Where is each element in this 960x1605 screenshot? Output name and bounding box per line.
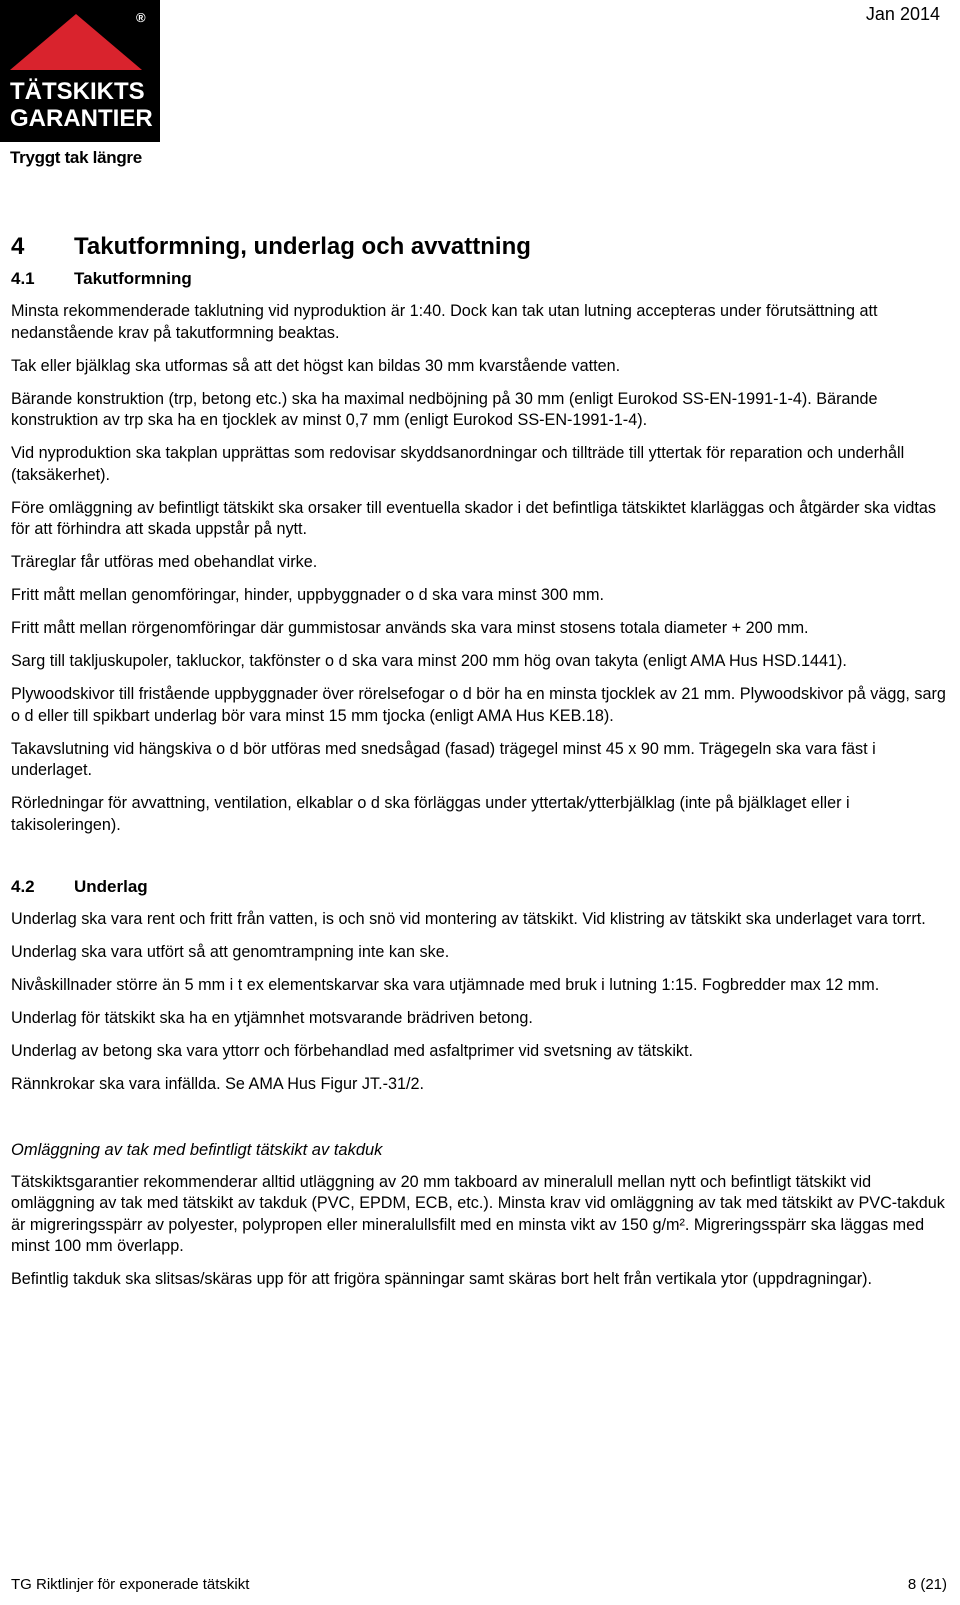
section-number: 4 (11, 233, 25, 260)
paragraph: Vid nyproduktion ska takplan upprättas som redovisar skyddsanordningar och tillträde till yttertak för reparation och underhåll (taksäkerhet). (11, 444, 905, 484)
section-title: Takutformning, underlag och avvattning (74, 233, 531, 260)
subsection-heading: Omläggning av tak med befintligt tätskikt av takduk (11, 1140, 383, 1159)
section-number: 4.2 (11, 877, 35, 896)
paragraph: Underlag ska vara utfört så att genomtrampning inte kan ske. (11, 943, 450, 961)
document-body (11, 232, 946, 1302)
paragraph: Sarg till takljuskupoler, takluckor, takfönster o d ska vara minst 200 mm hög ovan takyta (enligt AMA Hus HSD.1441). (11, 652, 847, 670)
tagline: Tryggt tak längre (10, 148, 142, 167)
section-heading-4 (11, 232, 946, 262)
paragraph: Underlag för tätskikt ska ha en ytjämnhet motsvarande brädriven betong. (11, 1009, 533, 1027)
page-number: 8 (21) (907, 1576, 947, 1593)
paragraph: Fritt mått mellan rörgenomföringar där gummistosar används ska vara minst stosens totala diameter + 200 mm. (11, 619, 809, 637)
paragraph: Befintlig takduk ska slitsas/skäras upp för att frigöra spänningar samt skäras bort helt från vertikala ytor (uppdragningar). (11, 1270, 873, 1288)
section-heading-4-2 (11, 876, 946, 898)
footer-title: TG Riktlinjer för exponerade tätskikt (11, 1576, 250, 1593)
paragraph: Rörledningar för avvattning, ventilation, elkablar o d ska förläggas under yttertak/ytterbjälklag (inte på bjälklaget eller i takisoleringen). (11, 794, 850, 834)
paragraph: Tätskiktsgarantier rekommenderar alltid utläggning av 20 mm takboard av mineralull mellan nytt och befintligt tätskikt vid omläggning av tak med tätskikt av takduk (PVC, EPDM, ECB, etc.). Minsta krav vid omläggning av tak med tätskikt av PVC-takduk är migreringsspärr av polyester, polypropen eller mineralullsfilt med en minsta vikt av 150 g/m². Migreringsspärr ska läggas med minst 100 mm överlapp. (11, 1172, 945, 1255)
paragraph: Underlag ska vara rent och fritt från vatten, is och snö vid montering av tätskikt. Vid klistring av tätskikt ska underlaget vara torrt. (11, 910, 926, 928)
paragraph: Tak eller bjälklag ska utformas så att det högst kan bildas 30 mm kvarstående vatten. (11, 356, 621, 375)
section-number: 4.1 (11, 269, 35, 288)
section-heading-4-1 (11, 268, 946, 290)
paragraph: Bärande konstruktion (trp, betong etc.) ska ha maximal nedböjning på 30 mm (enligt Eurokod SS-EN-1991-1-4). Bärande konstruktion av trp ska ha en tjocklek av minst 0,7 mm (enligt Eurokod SS-EN-1991-1-4). (11, 389, 878, 429)
logo (0, 0, 160, 142)
section-title: Takutformning (74, 269, 192, 288)
document-date: Jan 2014 (865, 4, 940, 24)
paragraph: Nivåskillnader större än 5 mm i t ex elementskarvar ska vara utjämnade med bruk i lutning 1:15. Fogbredder max 12 mm. (11, 976, 880, 994)
registered-mark: ® (136, 10, 146, 25)
paragraph: Takavslutning vid hängskiva o d bör utföras med snedsågad (fasad) trägegel minst 45 x 90 mm. Trägegeln ska vara fäst i underlaget. (11, 739, 876, 779)
paragraph: Underlag av betong ska vara yttorr och förbehandlad med asfaltprimer vid svetsning av tätskikt. (11, 1042, 694, 1060)
paragraph: Träreglar får utföras med obehandlat virke. (11, 553, 318, 571)
paragraph: Före omläggning av befintligt tätskikt ska orsaker till eventuella skador i det befintliga tätskiktet klarläggas och åtgärder ska vidtas för att förhindra att skada uppstår på nytt. (11, 498, 936, 538)
paragraph: Fritt mått mellan genomföringar, hinder, uppbyggnader o d ska vara minst 300 mm. (11, 586, 604, 604)
roof-icon (10, 14, 142, 70)
paragraph: Minsta rekommenderade taklutning vid nyproduktion är 1:40. Dock kan tak utan lutning accepteras under förutsättning att nedanstående krav på takutformning beaktas. (11, 302, 878, 342)
logo-text-line2: GARANTIER (10, 105, 153, 132)
section-title: Underlag (74, 877, 148, 896)
paragraph: Rännkrokar ska vara infällda. Se AMA Hus Figur JT.-31/2. (11, 1075, 424, 1093)
logo-text-line1: TÄTSKIKTS (10, 78, 145, 105)
paragraph: Plywoodskivor till fristående uppbyggnader över rörelsefogar o d bör ha en minsta tjocklek av 21 mm. Plywoodskivor på vägg, sarg o d eller till spikbart underlag bör vara minst 15 mm tjocka (enligt AMA Hus KEB.18). (11, 685, 946, 725)
